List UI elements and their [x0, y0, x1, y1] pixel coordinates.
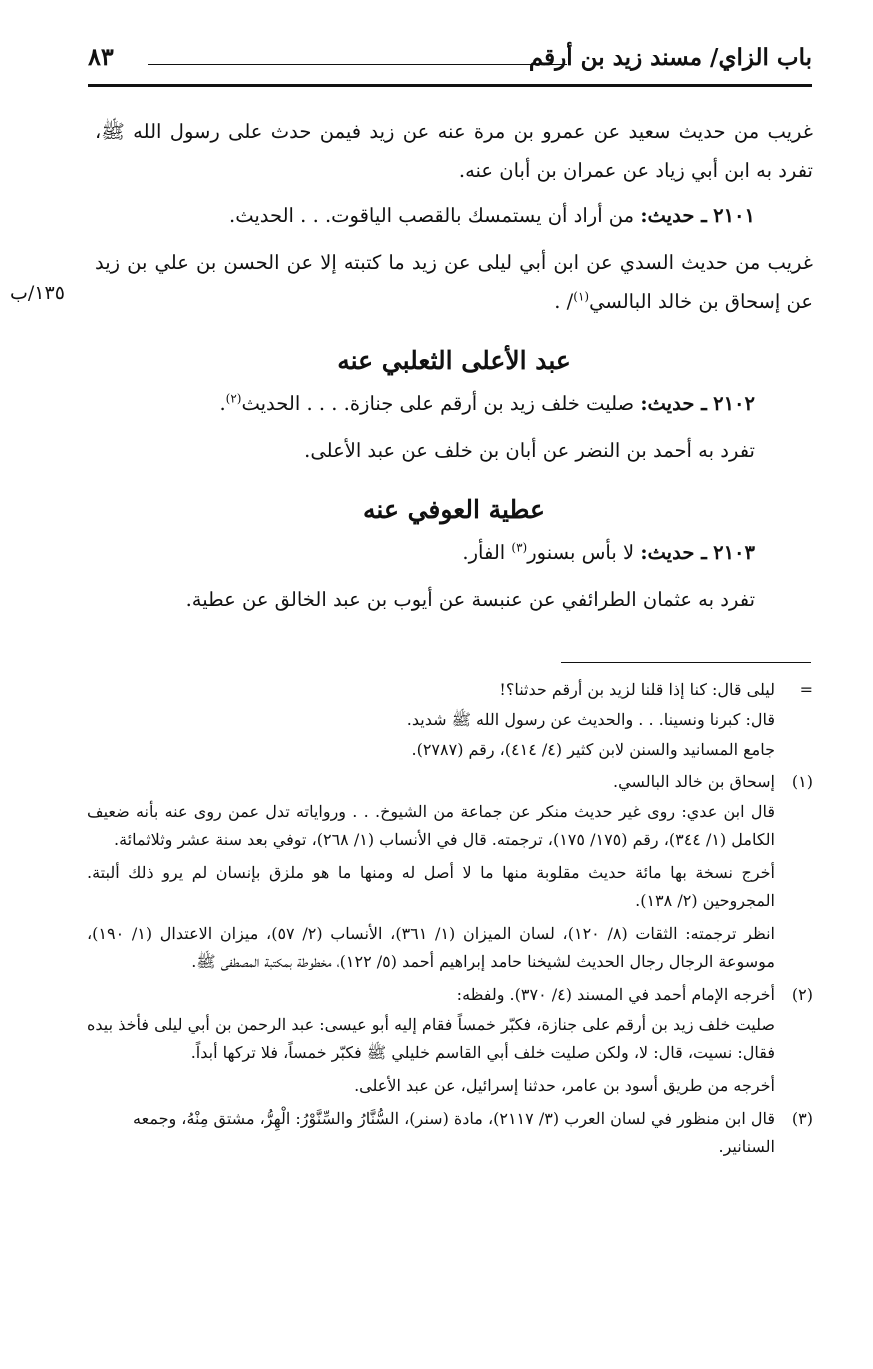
- entry-text-end: الفأر.: [462, 541, 506, 564]
- footnote-ref-1[interactable]: (١): [573, 289, 590, 304]
- footnote-1-para: قال ابن عدي: روى غير حديث منكر عن جماعة من الشيوخ. . . ورواياته تدل عمن روى عنه بأنه ضعيف الكامل (١/ ٣٤٤)، رقم (١٧٥/ ١٧٥)، ترجمته. قال في الأنساب (١/ ٢٦٨)، توفي بعد سنة عشر وثلاثمائة.: [87, 802, 776, 849]
- entry-text: لا بأس بسنور: [527, 541, 635, 564]
- footnote-3: [87, 1105, 813, 1161]
- footnote-1-para: انظر ترجمته: الثقات (٨/ ١٢٠)، لسان الميزان (١/ ٣٦١)، الأنساب (٢/ ٥٧)، ميزان الاعتدال (١/ ١٩٠)، موسوعة الرجال رجال الحديث لشيخنا حامد إبراهيم أحمد (٥/ ١٢٢)، مخطوطة بمكتبة المصطفى ﷺ.: [87, 924, 776, 971]
- margin-folio-note: ١٣٥/ب: [10, 282, 65, 304]
- paragraph-3: تفرد به أحمد بن النضر عن أبان بن خلف عن عبد الأعلى.: [304, 439, 755, 462]
- paragraph-4: تفرد به عثمان الطرائفي عن عنبسة عن أيوب بن عبد الخالق عن عطية.: [185, 588, 755, 611]
- section-heading-atiyya: عطية العوفي عنه: [363, 495, 545, 524]
- hadith-entry-2103: [95, 534, 813, 572]
- entry-number: ٢١٠١: [713, 204, 755, 227]
- footnote-line: جامع المسانيد والسنن لابن كثير (٤/ ٤١٤)، رقم (٢٧٨٧).: [411, 740, 775, 759]
- entry-number: ٢١٠٣: [713, 541, 755, 564]
- footnote-marker: (٢): [791, 985, 813, 1004]
- entry-text: صليت خلف زيد بن أرقم على جنازة. . . . الحديث: [241, 392, 635, 415]
- footnote-continuation: [87, 676, 813, 766]
- header-rule: [148, 64, 567, 65]
- entry-text: من أراد أن يستمسك بالقصب الياقوت. . . الحديث.: [229, 204, 635, 227]
- footnote-line: ليلى قال: كنا إذا قلنا لزيد بن أرقم حدثنا؟!: [499, 680, 775, 699]
- hadith-entry-2101: [95, 197, 813, 235]
- section-heading-abd-al-ala: عبد الأعلى الثعلبي عنه: [337, 346, 571, 375]
- entry-number: ٢١٠٢: [713, 392, 755, 415]
- footnote-separator: [561, 662, 811, 663]
- footnote-ref-2[interactable]: (٢): [225, 391, 242, 406]
- footnote-line: قال: كبرنا ونسينا. . . والحديث عن رسول الله ﷺ شديد.: [406, 710, 775, 729]
- page-number: ٨٣: [88, 42, 114, 71]
- footnote-text: أخرجه الإمام أحمد في المسند (٤/ ٣٧٠). ولفظه:: [456, 985, 775, 1004]
- entry-label: ـ حديث:: [640, 541, 707, 564]
- footnote-text: إسحاق بن خالد البالسي.: [613, 772, 775, 791]
- paragraph-1: غريب من حديث سعيد عن عمرو بن مرة عنه عن زيد فيمن حدث على رسول الله ﷺ، تفرد به ابن أبي زياد عن عمران بن أبان عنه.: [95, 120, 813, 182]
- entry-label: ـ حديث:: [640, 392, 707, 415]
- footnote-marker: (١): [791, 772, 813, 791]
- footnote-ref-3[interactable]: (٣): [511, 540, 528, 555]
- footnote-2: [87, 981, 813, 1009]
- footnote-1: [87, 768, 813, 796]
- footnote-text: قال ابن منظور في لسان العرب (٣/ ٢١١٧)، مادة (سنر)، السُّنَّارُ والسِّنَّوْرُ: الْهِرُّ، مشتق مِنْهُ، وجمعه السنانير.: [133, 1109, 775, 1156]
- footnote-2-para: صليت خلف زيد بن أرقم على جنازة، فكبّر خمساً فقام إليه أبو عيسى: عبد الرحمن بن أبي ليلى فأخذ بيده فقال: نسيت، قال: لا، ولكن صليت خلف أبي القاسم خليلي ﷺ فكبّر خمساً، فلا تركها أبداً.: [87, 1015, 775, 1062]
- footnote-1-para: أخرج نسخة بها مائة حديث مقلوبة منها ما لا أصل له ومنها ما هو ملزق بإنسان لم يرو ذلك ألبتة. المجروحين (٢/ ١٣٨).: [87, 863, 776, 910]
- footnote-2-para: أخرجه من طريق أسود بن عامر، حدثنا إسرائيل، عن عبد الأعلى.: [354, 1076, 775, 1095]
- page-header: [88, 40, 812, 87]
- entry-end: .: [219, 392, 226, 415]
- footnote-marker: =: [799, 680, 813, 699]
- paragraph-2: [95, 243, 813, 321]
- main-text: [95, 112, 813, 626]
- paragraph-2-end: / .: [554, 290, 574, 313]
- paragraph-2-text: غريب من حديث السدي عن ابن أبي ليلى عن زيد ما كتبته إلا عن الحسن بن علي بن زيد عن إسحاق بن خالد البالسي: [95, 251, 813, 313]
- running-title: باب الزاي/ مسند زيد بن أرقم: [528, 44, 812, 71]
- footnote-marker: (٣): [791, 1109, 813, 1128]
- footnotes: [87, 676, 813, 1163]
- hadith-entry-2102: [95, 385, 813, 423]
- entry-label: ـ حديث:: [640, 204, 707, 227]
